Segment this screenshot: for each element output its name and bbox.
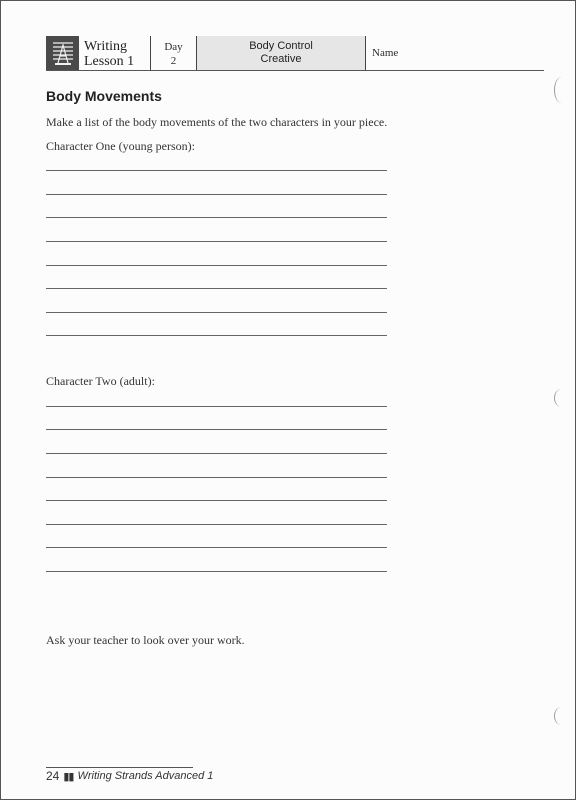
instruction-text: Make a list of the body movements of the two characters in your piece. xyxy=(46,115,388,129)
character-one-writing-line[interactable] xyxy=(46,170,387,171)
character-one-writing-line[interactable] xyxy=(46,312,387,313)
character-two-writing-line[interactable] xyxy=(46,524,387,525)
character-one-writing-line[interactable] xyxy=(46,241,387,242)
writing-label: Writing xyxy=(84,39,127,54)
character-two-writing-line[interactable] xyxy=(46,406,387,407)
writing-strands-logo-icon xyxy=(46,36,79,70)
character-one-writing-line[interactable] xyxy=(46,194,387,195)
footer-marks: ▮▮ xyxy=(63,770,74,783)
closing-instruction: Ask your teacher to look over your work. xyxy=(46,633,245,647)
header-divider xyxy=(46,70,544,71)
page-footer xyxy=(46,769,213,783)
name-field[interactable] xyxy=(366,36,544,70)
page-number: 24 xyxy=(46,769,60,783)
character-two-writing-line[interactable] xyxy=(46,429,387,430)
character-one-writing-line[interactable] xyxy=(46,335,387,336)
character-two-writing-line[interactable] xyxy=(46,477,387,478)
day-number: 2 xyxy=(170,55,177,67)
lesson-header xyxy=(46,36,544,70)
page-title: Body Movements xyxy=(46,88,162,104)
character-two-label: Character Two (adult): xyxy=(46,374,155,388)
topic-line-1: Body Control xyxy=(249,40,313,52)
binder-hole xyxy=(554,707,569,725)
character-one-label: Character One (young person): xyxy=(46,139,195,153)
name-label: Name xyxy=(372,47,399,59)
day-label: Day xyxy=(164,41,183,53)
character-two-writing-line[interactable] xyxy=(46,547,387,548)
character-one-writing-line[interactable] xyxy=(46,217,387,218)
book-title: Writing Strands Advanced 1 xyxy=(77,770,214,782)
character-two-writing-line[interactable] xyxy=(46,500,387,501)
character-two-writing-line[interactable] xyxy=(46,571,387,572)
character-two-writing-line[interactable] xyxy=(46,453,387,454)
topic-line-2: Creative xyxy=(260,53,302,65)
binder-hole xyxy=(554,77,569,103)
topic-box xyxy=(196,36,366,70)
lesson-title xyxy=(79,36,149,70)
character-one-writing-line[interactable] xyxy=(46,265,387,266)
binder-hole xyxy=(554,389,569,407)
day-box xyxy=(150,36,196,70)
footer-divider xyxy=(46,767,193,768)
character-one-writing-line[interactable] xyxy=(46,288,387,289)
lesson-label: Lesson 1 xyxy=(84,54,135,69)
